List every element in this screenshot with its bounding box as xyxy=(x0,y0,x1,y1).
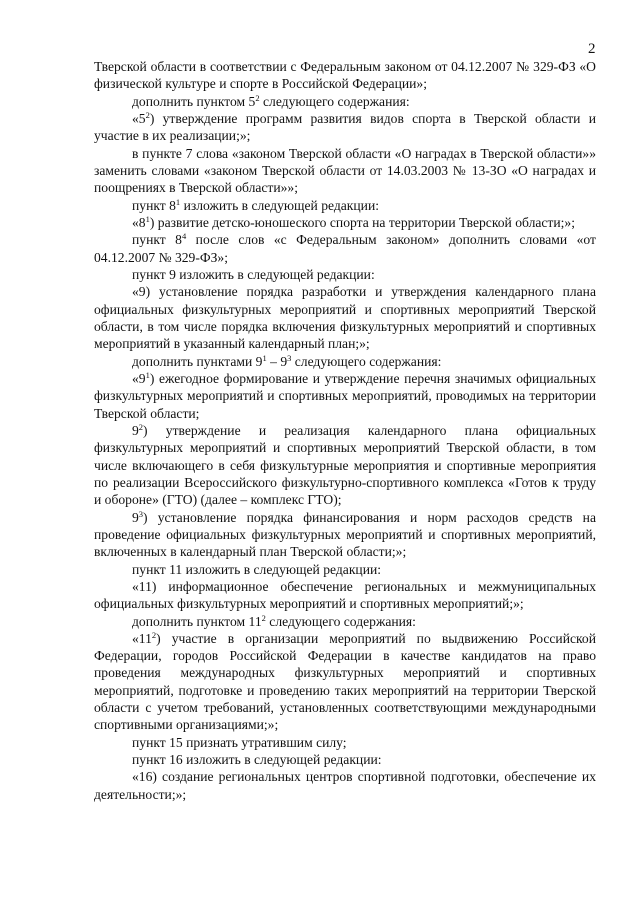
superscript: 1 xyxy=(145,369,150,380)
document-paragraph xyxy=(94,58,596,93)
document-paragraph xyxy=(94,613,596,630)
text-run: пункт 9 изложить в следующей редакции: xyxy=(132,266,375,282)
text-run: после слов «с Федеральным законом» дополнить словами «от 04.12.2007 № 329-ФЗ»; xyxy=(94,232,596,265)
superscript: 2 xyxy=(255,92,260,103)
document-paragraph xyxy=(94,509,596,561)
superscript: 1 xyxy=(262,352,267,363)
text-run: «9) установление порядка разработки и утверждения календарного плана официальных физкультурных мероприятий и спортивных мероприятий Тверской области, в том числе порядка включения физкультурных мероприятий и спортивных мероприятий в указанный календарный план;»; xyxy=(94,284,596,352)
document-paragraph xyxy=(94,93,596,110)
document-paragraph xyxy=(94,145,596,197)
text-run: пункт 8 xyxy=(132,232,182,248)
superscript: 3 xyxy=(287,352,292,363)
document-paragraph xyxy=(94,734,596,751)
text-run: ) участие в организации мероприятий по выдвижению Российской Федерации, городов Российской Федерации в качестве кандидатов на право проведения международных физкультурных мероприятий и спортивных мероприятий, подготовке и проведению таких мероприятий на территории Тверской области с учетом требований, установленных соответствующими международными спортивными организациями;»; xyxy=(94,630,596,733)
text-run: «11) информационное обеспечение региональных и межмуниципальных официальных физкультурных мероприятий и спортивных мероприятий;»; xyxy=(94,578,596,612)
document-paragraph xyxy=(94,578,596,613)
document-paragraph xyxy=(94,422,596,509)
text-run: пункт 8 xyxy=(132,197,176,213)
text-run: 9 xyxy=(132,422,139,438)
text-run: дополнить пунктом 11 xyxy=(132,613,262,629)
text-run: следующего содержания: xyxy=(291,353,442,369)
superscript: 1 xyxy=(145,213,150,224)
text-run: пункт 11 изложить в следующей редакции: xyxy=(132,561,382,577)
document-paragraph xyxy=(94,561,596,578)
text-run: «5 xyxy=(132,110,146,126)
text-run: «9 xyxy=(132,370,146,386)
document-paragraph xyxy=(94,214,596,231)
document-paragraph xyxy=(94,283,596,352)
superscript: 2 xyxy=(145,109,150,120)
document-body xyxy=(94,58,596,803)
page-number: 2 xyxy=(588,41,596,57)
document-paragraph xyxy=(94,353,596,370)
document-paragraph xyxy=(94,231,596,266)
text-run: дополнить пунктами 9 xyxy=(132,353,263,369)
document-paragraph xyxy=(94,751,596,768)
text-run: следующего содержания: xyxy=(259,93,410,109)
superscript: 2 xyxy=(151,629,157,640)
text-run: – 9 xyxy=(266,353,288,369)
text-run: дополнить пунктом 5 xyxy=(132,93,256,109)
text-run: «11 xyxy=(132,630,152,646)
superscript: 4 xyxy=(181,231,187,242)
text-run: Тверской области в соответствии с Федеральным законом от 04.12.2007 № 329-ФЗ «О физической культуре и спорте в Российской Федерации»; xyxy=(94,59,596,92)
text-run: «16) создание региональных центров спортивной подготовки, обеспечение их деятельности;»; xyxy=(94,769,596,802)
text-run: в пункте 7 слова «законом Тверской области «О наградах в Тверской области»» заменить словами «законом Тверской области от 14.03.2003 № 13-ЗО «О наградах и поощрениях в Тверской области»»; xyxy=(94,145,596,196)
superscript: 2 xyxy=(138,421,144,432)
document-paragraph xyxy=(94,630,596,734)
text-run: пункт 15 признать утратившим силу; xyxy=(132,734,347,750)
text-run: изложить в следующей редакции: xyxy=(180,197,380,213)
text-run: ) установление порядка финансирования и норм расходов средств на проведение официальных физкультурных мероприятий и спортивных мероприятий, включенных в календарный план Тверской области;»; xyxy=(94,509,596,560)
text-run: ) утверждение и реализация календарного плана официальных физкультурных мероприятий и спортивных мероприятий Тверской области, в том числе включающего в себя физкультурные мероприятия и спортивные мероприятия по реализации Всероссийского физкультурно-спортивного комплекса «Готов к труду и обороне» (ГТО) (далее – комплекс ГТО); xyxy=(94,422,596,508)
superscript: 1 xyxy=(175,196,181,207)
text-run: ) развитие детско-юношеского спорта на территории Тверской области;»; xyxy=(149,214,575,230)
text-run: ) утверждение программ развития видов спорта в Тверской области и участие в их реализации;»; xyxy=(94,110,596,144)
text-run: следующего содержания: xyxy=(265,613,416,629)
text-run: пункт 16 изложить в следующей редакции: xyxy=(132,752,382,768)
text-run: 9 xyxy=(132,509,139,525)
document-paragraph xyxy=(94,768,596,803)
document-paragraph xyxy=(94,370,596,422)
text-run: «8 xyxy=(132,214,146,230)
document-paragraph xyxy=(94,197,596,214)
document-paragraph xyxy=(94,266,596,283)
document-paragraph xyxy=(94,110,596,145)
text-run: ) ежегодное формирование и утверждение перечня значимых официальных физкультурных мероприятий и спортивных мероприятий, проводимых на территории Тверской области; xyxy=(94,370,596,421)
superscript: 2 xyxy=(261,612,266,623)
superscript: 3 xyxy=(138,508,144,519)
